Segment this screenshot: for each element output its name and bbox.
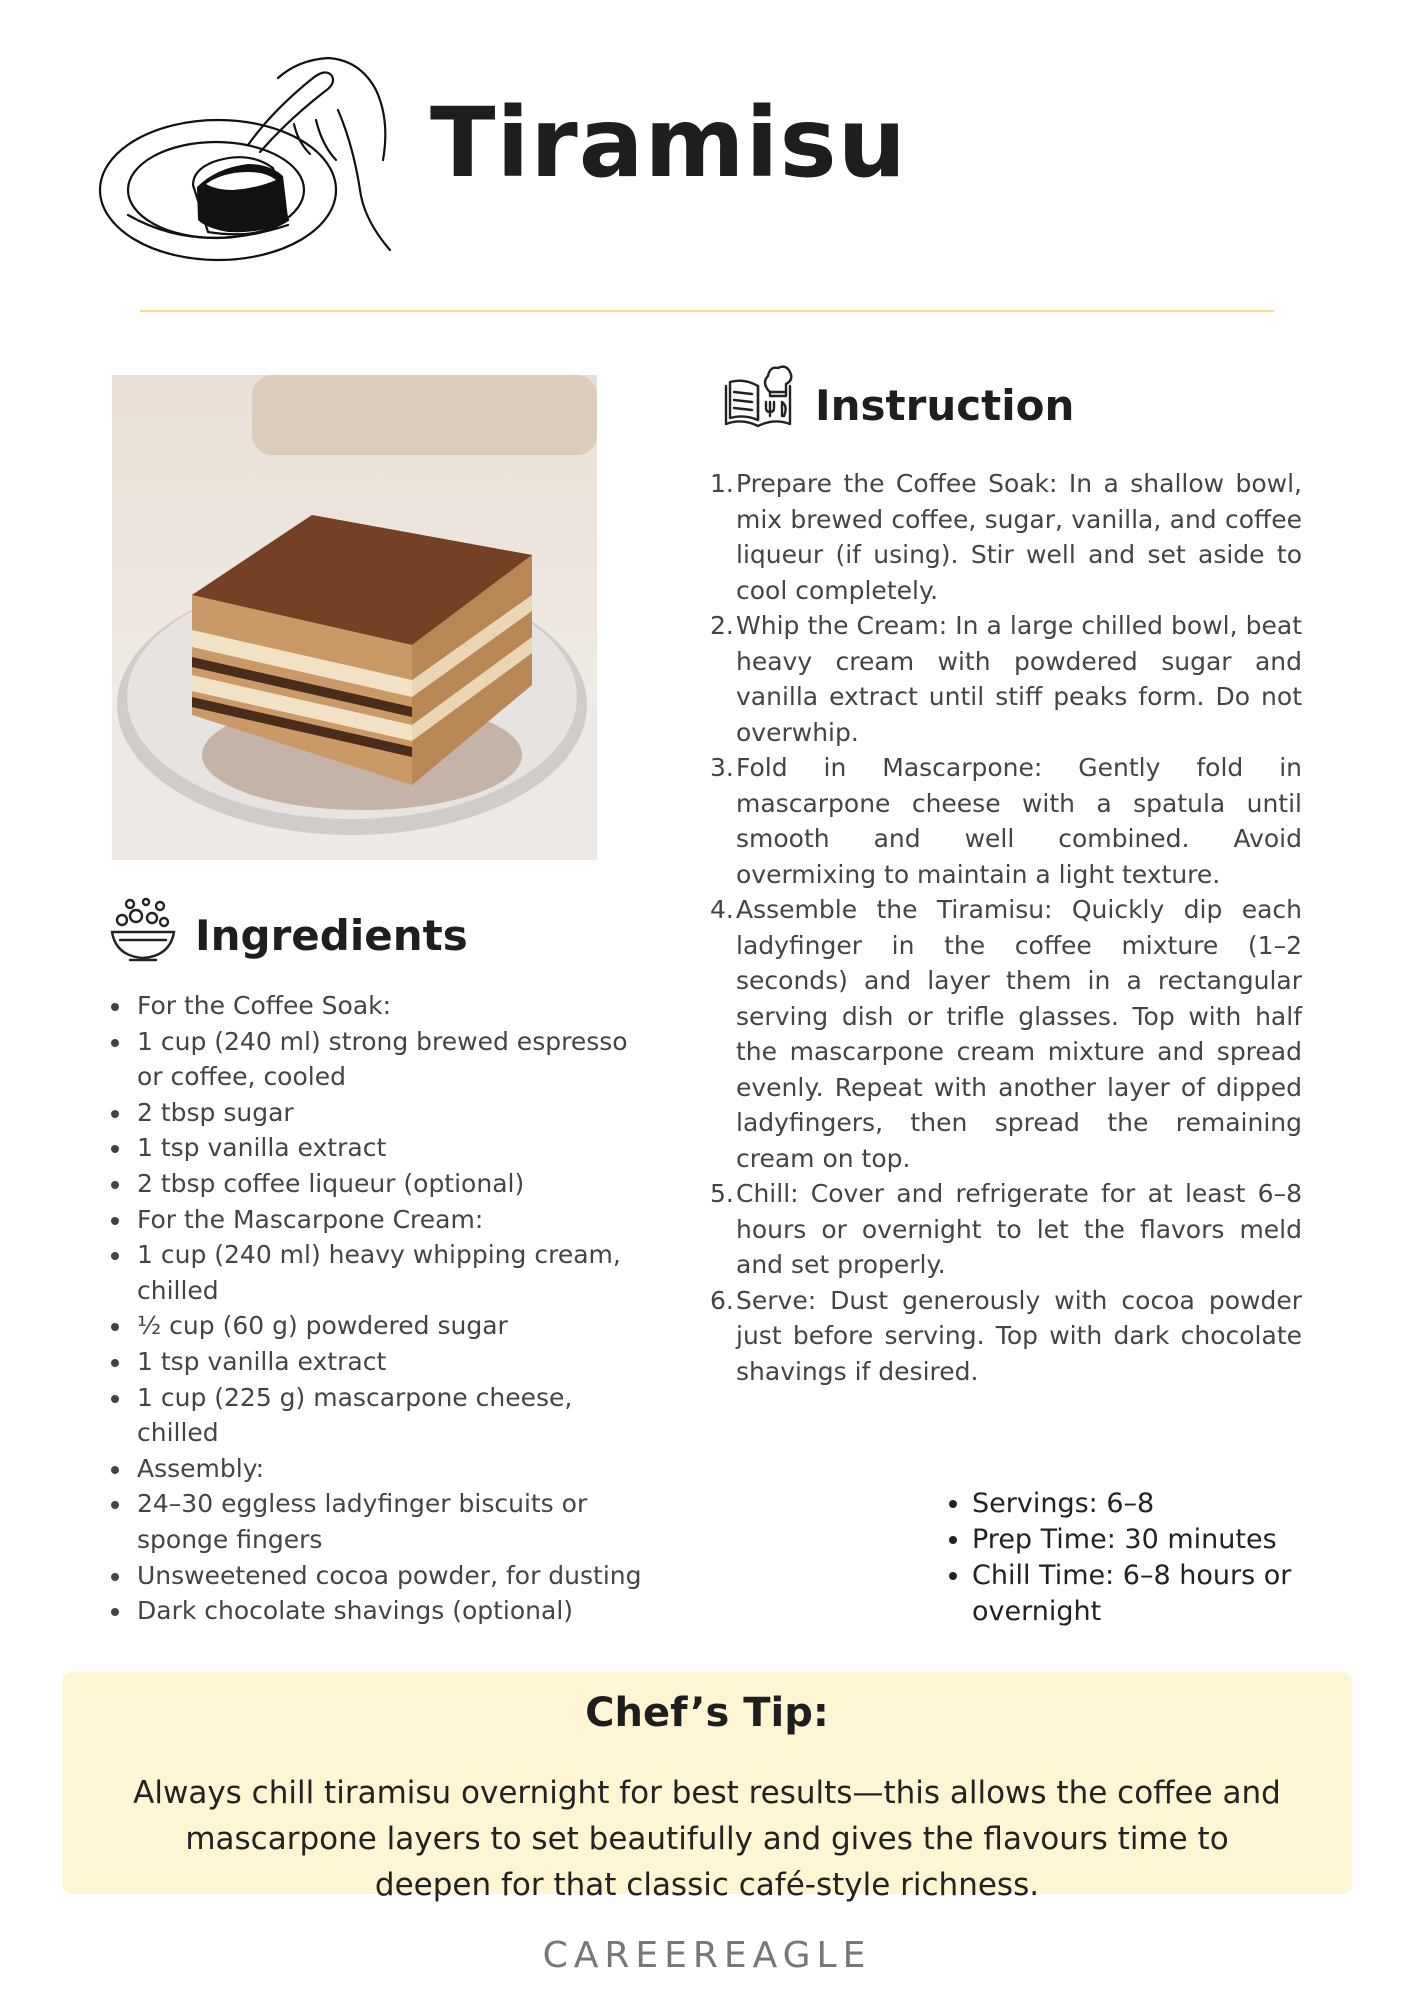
list-item: • Dark chocolate shavings (optional) [133, 1593, 653, 1629]
chill-time: • Chill Time: 6–8 hours or overnight [972, 1558, 1352, 1630]
list-item: 2. Whip the Cream: In a large chilled bowl, beat heavy cream with powdered sugar and vanilla extract until stiff peaks form. Do not overwhip. [710, 611, 1302, 747]
instruction-heading: Instruction [815, 381, 1075, 430]
list-item: • 24–30 eggless ladyfinger biscuits or sponge fingers [133, 1486, 653, 1557]
brand-logo: CAREEREAGLE [542, 1935, 872, 1976]
list-item: • 2 tbsp coffee liqueur (optional) [133, 1166, 653, 1202]
list-item: • Assembly: [133, 1451, 653, 1487]
list-item: • 1 tsp vanilla extract [133, 1344, 653, 1380]
list-item: • For the Mascarpone Cream: [133, 1202, 653, 1238]
chefs-tip-text: Always chill tiramisu overnight for best results—this allows the coffee and mascarpone layers to set beautifully and gives the flavours time to deepen for that classic café-style richness. [133, 1775, 1281, 1903]
chefs-tip-heading: Chef’s Tip: [585, 1690, 829, 1736]
divider [140, 310, 1274, 312]
plate-dessert-spoon-icon [98, 50, 398, 280]
page-title: Tiramisu [430, 87, 907, 199]
cookbook-chef-hat-icon [722, 360, 794, 432]
instruction-list [700, 466, 1302, 1389]
bowl-icon [108, 894, 178, 966]
list-item: 6. Serve: Dust generously with cocoa powder just before serving. Top with dark chocolate shavings if desired. [710, 1285, 1302, 1386]
list-item: 4. Assemble the Tiramisu: Quickly dip each ladyfinger in the coffee mixture (1–2 seconds) and layer them in a rectangular serving dish or trifle glasses. Top with half the mascarpone cream mixture and spread evenly. Repeat with another layer of dipped ladyfingers, then spread the remaining cream on top. [710, 895, 1302, 1173]
list-item: • 1 tsp vanilla extract [133, 1130, 653, 1166]
tiramisu-photo [112, 375, 597, 860]
ingredients-heading: Ingredients [195, 911, 468, 960]
list-item: • 1 cup (240 ml) strong brewed espresso or coffee, cooled [133, 1024, 653, 1095]
ingredients-list [105, 988, 653, 1629]
servings: • Servings: 6–8 [972, 1486, 1352, 1522]
list-item: 1. Prepare the Coffee Soak: In a shallow bowl, mix brewed coffee, sugar, vanilla, and coffee liqueur (if using). Stir well and set aside to cool completely. [710, 469, 1302, 605]
prep-time: • Prep Time: 30 minutes [972, 1522, 1352, 1558]
recipe-facts [944, 1486, 1352, 1630]
list-item: • For the Coffee Soak: [133, 988, 653, 1024]
list-item: • 2 tbsp sugar [133, 1095, 653, 1131]
list-item: • Unsweetened cocoa powder, for dusting [133, 1558, 653, 1594]
list-item: 3. Fold in Mascarpone: Gently fold in mascarpone cheese with a spatula until smooth and well combined. Avoid overmixing to maintain a light texture. [710, 753, 1302, 889]
list-item: • 1 cup (240 ml) heavy whipping cream, chilled [133, 1237, 653, 1308]
list-item: 5. Chill: Cover and refrigerate for at least 6–8 hours or overnight to let the flavors meld and set properly. [710, 1179, 1302, 1279]
list-item: • ½ cup (60 g) powdered sugar [133, 1308, 653, 1344]
list-item: • 1 cup (225 g) mascarpone cheese, chilled [133, 1380, 653, 1451]
